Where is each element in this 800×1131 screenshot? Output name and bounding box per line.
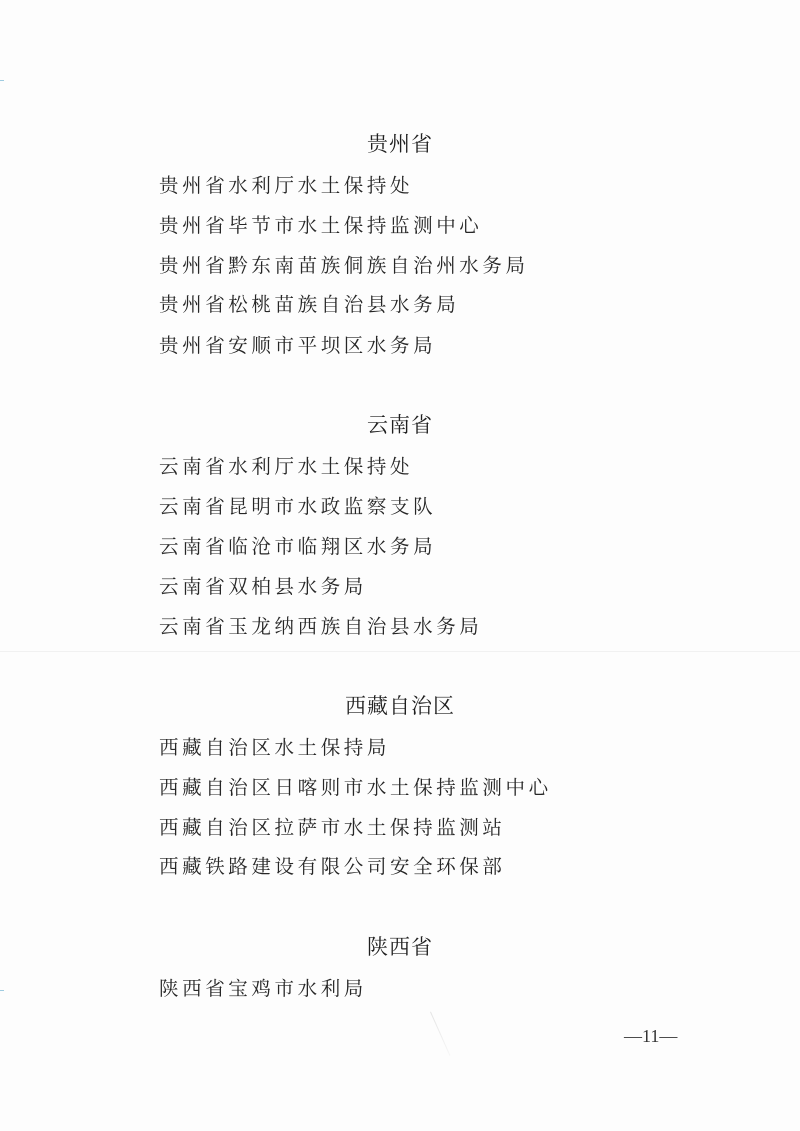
scan-fold-line xyxy=(0,651,800,652)
list-item: 西藏铁路建设有限公司安全环保部 xyxy=(159,855,506,878)
list-item: 云南省玉龙纳西族自治县水务局 xyxy=(159,615,483,638)
list-item: 云南省临沧市临翔区水务局 xyxy=(159,535,437,558)
list-item: 贵州省水利厅水土保持处 xyxy=(159,174,414,197)
list-item: 贵州省安顺市平坝区水务局 xyxy=(159,334,437,357)
page-number: —11— xyxy=(624,1026,678,1046)
list-item: 云南省昆明市水政监察支队 xyxy=(159,495,437,518)
section-title-xizang: 西藏自治区 xyxy=(345,694,455,718)
section-title-yunnan: 云南省 xyxy=(367,413,433,437)
list-item: 贵州省黔东南苗族侗族自治州水务局 xyxy=(159,254,529,277)
scan-edge-mark xyxy=(0,80,4,81)
list-item: 西藏自治区水土保持局 xyxy=(159,736,391,759)
paper-crease xyxy=(430,1012,450,1056)
section-title-shaanxi: 陕西省 xyxy=(367,935,433,959)
section-title-guizhou: 贵州省 xyxy=(367,132,433,156)
list-item: 贵州省松桃苗族自治县水务局 xyxy=(159,293,460,316)
list-item: 陕西省宝鸡市水利局 xyxy=(159,977,367,1000)
list-item: 云南省水利厅水土保持处 xyxy=(159,455,414,478)
list-item: 云南省双柏县水务局 xyxy=(159,575,367,598)
scan-edge-mark xyxy=(0,990,4,991)
list-item: 西藏自治区拉萨市水土保持监测站 xyxy=(159,816,506,839)
list-item: 贵州省毕节市水土保持监测中心 xyxy=(159,214,483,237)
list-item: 西藏自治区日喀则市水土保持监测中心 xyxy=(159,776,552,799)
